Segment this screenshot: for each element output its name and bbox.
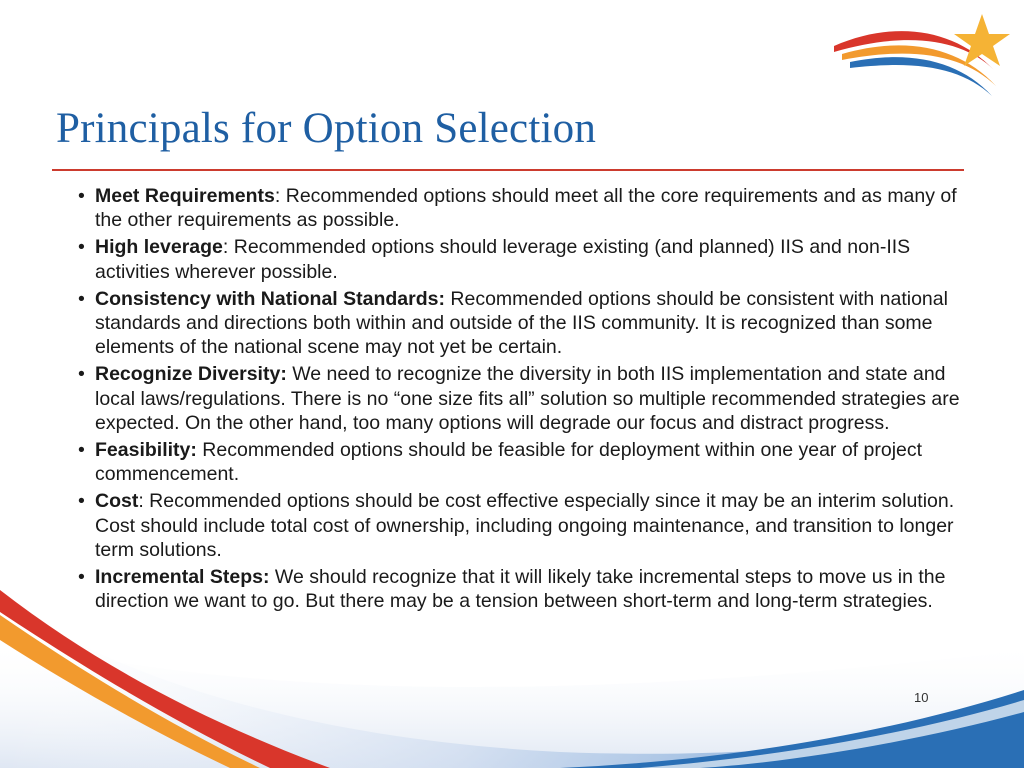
title-divider — [52, 169, 964, 171]
bullet-text: We need to recognize the diversity in both IIS implementation and state and local laws/regulations. There is no “one size fits all” solution so multiple recommended strategies are expected. On the other hand, too many options will degrade our focus and distract progress. — [95, 363, 960, 434]
page-number: 10 — [914, 690, 929, 705]
bullet-dot-icon: • — [78, 439, 85, 462]
bullet-term: Cost — [95, 490, 139, 513]
slide-title: Principals for Option Selection — [56, 105, 597, 152]
list-item — [78, 438, 970, 486]
bullet-text: Recommended options should leverage existing (and planned) IIS and non-IIS activities wherever possible. — [95, 236, 911, 283]
bullet-text: Recommended options should be consistent with national standards and directions both within and outside of the IIS community. It is recognized than some elements of the national scene may not yet be certain. — [95, 287, 948, 359]
list-item — [78, 565, 970, 613]
bullet-term: Consistency with National Standards: — [95, 287, 445, 310]
bullet-term: Meet Requirements — [95, 185, 275, 207]
bullet-term: Incremental Steps: — [95, 566, 270, 589]
bullet-separator: : — [222, 236, 229, 259]
bullet-dot-icon: • — [78, 236, 85, 259]
bullet-separator: : — [138, 490, 144, 513]
bullet-text: Recommended options should be feasible for deployment within one year of project commencement. — [95, 439, 923, 486]
bullet-term: Recognize Diversity: — [95, 363, 287, 386]
star-swoosh-icon — [814, 0, 1024, 100]
bullet-list — [78, 184, 970, 616]
bullet-text: Recommended options should meet all the core requirements and as many of the other requirements as possible. — [95, 185, 957, 232]
bullet-term: Feasibility: — [95, 439, 197, 462]
list-item — [78, 184, 970, 232]
bullet-text: Recommended options should be cost effective especially since it may be an interim solution. Cost should include total cost of ownership, including ongoing maintenance, and transition to longer term solutions. — [95, 490, 955, 561]
list-item — [78, 287, 970, 360]
bullet-dot-icon: • — [78, 287, 85, 310]
bullet-dot-icon: • — [78, 490, 85, 513]
bullet-dot-icon: • — [78, 566, 85, 589]
bullet-text: We should recognize that it will likely take incremental steps to move us in the direction we want to go. But there may be a tension between short-term and long-term strategies. — [95, 566, 946, 613]
list-item — [78, 235, 970, 283]
bullet-term: High leverage — [95, 236, 223, 259]
list-item — [78, 489, 970, 562]
bullet-dot-icon: • — [78, 185, 85, 207]
bullet-separator: : — [274, 185, 281, 207]
bullet-dot-icon: • — [78, 363, 85, 386]
list-item — [78, 362, 970, 435]
